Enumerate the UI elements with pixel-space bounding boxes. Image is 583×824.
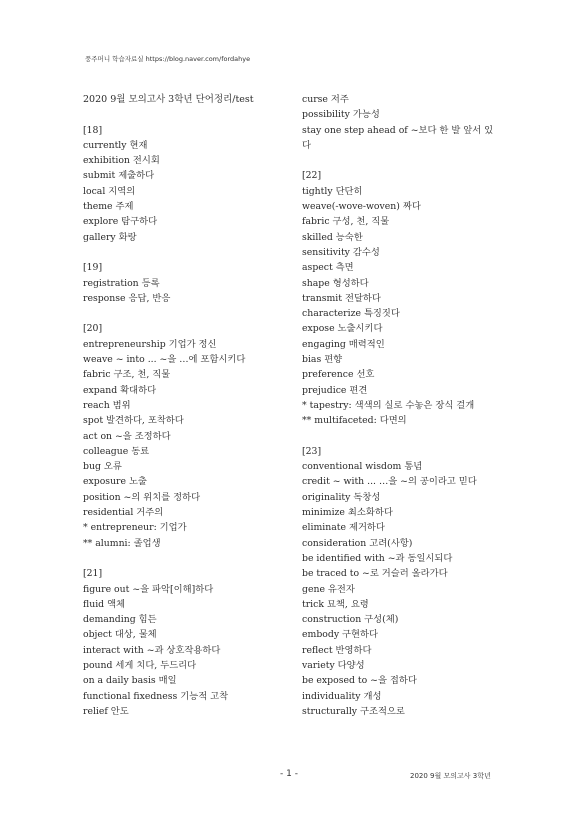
- vocab-entry: entrepreneurship 기업가 정신: [83, 338, 217, 350]
- vocab-entry: aspect 측면: [302, 262, 354, 274]
- vocab-entry: submit 제출하다: [83, 170, 155, 182]
- vocab-entry: bias 편향: [302, 354, 343, 366]
- vocab-entry: skilled 능숙한: [302, 231, 363, 243]
- vocab-entry: registration 등록: [83, 277, 160, 289]
- vocab-entry: individuality 개성: [302, 690, 382, 702]
- vocab-entry: eliminate 제거하다: [302, 522, 385, 534]
- vocab-entry: on a daily basis 매일: [83, 675, 177, 687]
- spacer: [83, 245, 288, 260]
- vocab-entry: transmit 전달하다: [302, 292, 381, 304]
- vocab-entry: expand 확대하다: [83, 384, 157, 396]
- vocab-entry: originality 독창성: [302, 491, 381, 503]
- vocab-entry: weave ~ into ... ~을 …에 포함시키다: [83, 354, 246, 366]
- vocab-entry: characterize 특징짓다: [302, 308, 400, 320]
- vocab-entry: be exposed to ~을 접하다: [302, 675, 417, 687]
- section-heading-19: [19]: [83, 262, 103, 274]
- vocab-entry: engaging 매력적인: [302, 338, 385, 350]
- vocab-entry: bug 오류: [83, 461, 122, 473]
- vocab-entry: currently 현재: [83, 139, 148, 151]
- page-number: - 1 -: [280, 769, 298, 779]
- vocab-entry: reflect 반영하다: [302, 644, 372, 656]
- vocab-entry: fabric 구성, 천, 직물: [302, 216, 390, 228]
- left-vocab-column: [83, 92, 288, 719]
- vocab-entry: local 지역의: [83, 185, 136, 197]
- vocab-entry: fluid 액체: [83, 598, 126, 610]
- vocab-entry: expose 노출시키다: [302, 323, 383, 335]
- footnote-entry: ** multifaceted: 다면의: [302, 415, 407, 427]
- vocab-entry: be traced to ~로 거슬러 올라가다: [302, 568, 448, 580]
- vocab-entry: prejudice 편견: [302, 384, 368, 396]
- vocab-entry: exposure 노출: [83, 476, 147, 488]
- vocab-entry: interact with ~과 상호작용하다: [83, 644, 221, 656]
- vocab-entry: structurally 구조적으로: [302, 705, 405, 717]
- vocab-entry: figure out ~을 파악[이해]하다: [83, 583, 214, 595]
- spacer: [83, 551, 288, 566]
- vocab-entry: residential 거주의: [83, 507, 164, 519]
- vocab-entry: explore 탐구하다: [83, 216, 158, 228]
- vocab-entry: preference 선호: [302, 369, 375, 381]
- vocab-entry: trick 묘책, 요령: [302, 598, 369, 610]
- footnote-entry: * tapestry: 색색의 실로 수놓은 장식 걸개: [302, 399, 475, 411]
- vocab-entry: minimize 최소화하다: [302, 507, 393, 519]
- vocab-entry: credit ~ with ... …을 ~의 공이라고 믿다: [302, 476, 477, 488]
- vocab-entry: fabric 구조, 천, 직물: [83, 369, 171, 381]
- vocab-entry: gene 유전자: [302, 583, 355, 595]
- vocab-entry: response 응답, 반응: [83, 292, 171, 304]
- vocab-entry: shape 형성하다: [302, 277, 369, 289]
- vocab-entry: possibility 가능성: [302, 109, 380, 121]
- page-header: 풍주머니 학습자료실 https://blog.naver.com/fordahye: [85, 55, 251, 63]
- footer-exam-label: 2020 9월 모의고사 3학년: [410, 772, 491, 780]
- vocab-entry: functional fixedness 기능적 고착: [83, 690, 229, 702]
- vocab-entry: consideration 고려(사항): [302, 537, 413, 549]
- vocab-entry: conventional wisdom 통념: [302, 461, 423, 473]
- section-heading-21: [21]: [83, 568, 103, 580]
- vocab-entry: pound 세게 치다, 두드리다: [83, 659, 197, 671]
- vocab-entry: be identified with ~과 동일시되다: [302, 552, 453, 564]
- vocab-entry: stay one step ahead of ~보다 한 발 앞서 있다: [302, 124, 494, 151]
- section-heading-22: [22]: [302, 170, 322, 182]
- vocab-entry: variety 다양성: [302, 659, 365, 671]
- spacer: [302, 429, 507, 444]
- vocab-entry: sensitivity 감수성: [302, 246, 380, 258]
- right-vocab-column: [302, 92, 507, 719]
- spacer: [83, 107, 288, 122]
- vocab-entry: construction 구성(체): [302, 614, 399, 626]
- vocab-entry: object 대상, 물체: [83, 629, 157, 641]
- footnote-entry: * entrepreneur: 기업가: [83, 522, 187, 534]
- vocab-entry: tightly 단단히: [302, 185, 363, 197]
- spacer: [83, 306, 288, 321]
- vocab-entry: gallery 화랑: [83, 231, 137, 243]
- section-heading-20: [20]: [83, 323, 103, 335]
- vocab-entry: relief 안도: [83, 705, 129, 717]
- vocab-entry: exhibition 전시회: [83, 155, 160, 167]
- vocab-entry: position ~의 위치를 정하다: [83, 491, 201, 503]
- vocab-entry: curse 저주: [302, 94, 349, 105]
- section-heading-18: [18]: [83, 124, 103, 136]
- vocab-entry: embody 구현하다: [302, 629, 378, 641]
- vocab-entry: reach 범위: [83, 399, 131, 411]
- vocab-entry: demanding 힘든: [83, 614, 157, 626]
- spacer: [302, 153, 507, 168]
- vocab-entry: spot 발견하다, 포착하다: [83, 415, 184, 427]
- vocab-entry: act on ~을 조정하다: [83, 430, 171, 442]
- footnote-entry: ** alumni: 졸업생: [83, 537, 161, 549]
- document-title: 2020 9월 모의고사 3학년 단어정리/test: [83, 94, 254, 105]
- vocab-entry: theme 주제: [83, 201, 134, 213]
- vocab-entry: weave(-wove-woven) 짜다: [302, 201, 421, 213]
- vocab-entry: colleague 동료: [83, 445, 150, 457]
- section-heading-23: [23]: [302, 445, 322, 457]
